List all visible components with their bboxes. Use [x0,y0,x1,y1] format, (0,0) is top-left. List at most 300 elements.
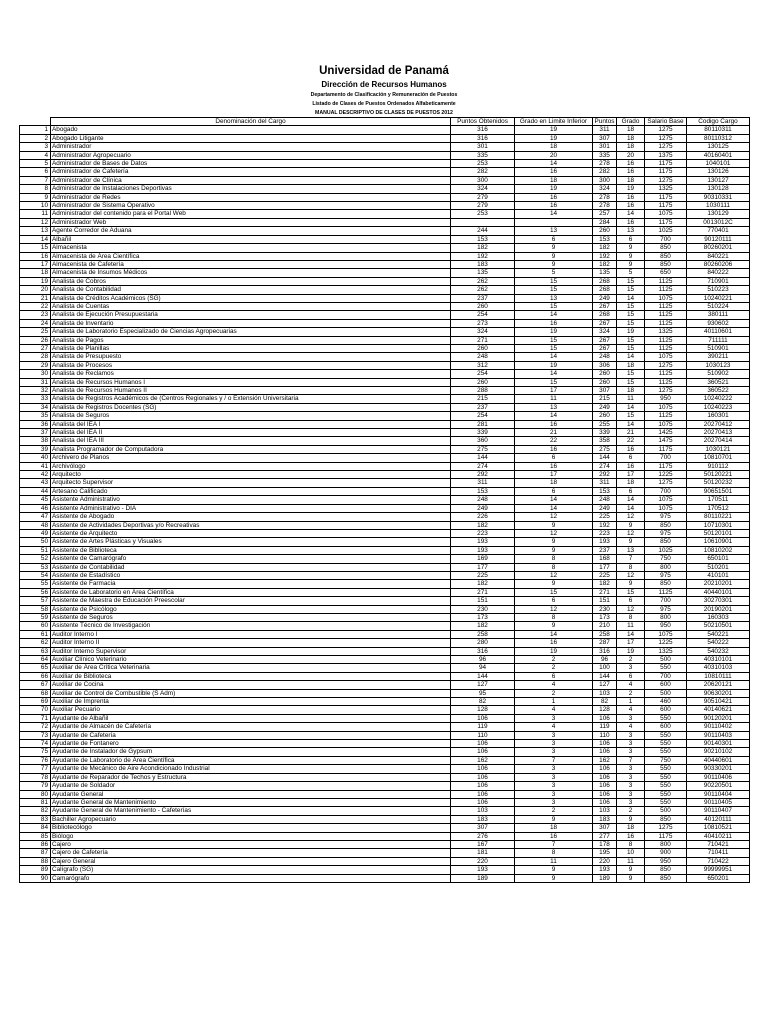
row-number: 4 [20,151,51,159]
grade: 9 [617,521,645,529]
grade: 3 [617,765,645,773]
points-obtained: 189 [451,874,515,882]
grade: 15 [617,412,645,420]
row-number: 36 [20,420,51,428]
row-number: 75 [20,748,51,756]
base-salary: 550 [645,782,687,790]
grade-lower-limit: 6 [515,597,593,605]
base-salary: 1175 [645,832,687,840]
row-number: 37 [20,429,51,437]
points-obtained: 135 [451,269,515,277]
position-name: Analista de Presupuesto [51,353,451,361]
position-name: Calígrafo (SG) [51,866,451,874]
grade: 7 [617,756,645,764]
base-salary: 1275 [645,361,687,369]
points-obtained: 307 [451,824,515,832]
position-code: 90120201 [687,714,750,722]
grade: 15 [617,588,645,596]
table-row [20,370,750,378]
table-row [20,529,750,537]
grade: 6 [617,454,645,462]
grade-lower-limit: 3 [515,714,593,722]
table-row [20,857,750,865]
points: 182 [593,260,617,268]
grade-lower-limit: 2 [515,689,593,697]
points: 103 [593,807,617,815]
position-code: 170511 [687,496,750,504]
grade-lower-limit: 15 [515,302,593,310]
base-salary: 1275 [645,824,687,832]
table-row [20,639,750,647]
grade: 14 [617,403,645,411]
points-obtained: 253 [451,160,515,168]
position-name: Auxiliar de Cocina [51,681,451,689]
position-name: Asistente de Actividades Deportivas y/o Recreativas [51,521,451,529]
points-obtained: 249 [451,504,515,512]
base-salary: 1025 [645,546,687,554]
base-salary: 1275 [645,387,687,395]
base-salary: 975 [645,605,687,613]
position-name: Analista de Pagos [51,336,451,344]
table-row [20,403,750,411]
base-salary: 1125 [645,277,687,285]
grade-lower-limit: 3 [515,740,593,748]
position-name: Asistente de Abogado [51,513,451,521]
grade-lower-limit: 8 [515,613,593,621]
points: 274 [593,462,617,470]
points-obtained: 271 [451,588,515,596]
grade-lower-limit: 14 [515,630,593,638]
points-obtained: 275 [451,445,515,453]
points-obtained: 260 [451,344,515,352]
row-number: 25 [20,328,51,336]
position-code: 160301 [687,412,750,420]
grade-lower-limit: 16 [515,832,593,840]
table-row [20,193,750,201]
grade: 18 [617,143,645,151]
table-row [20,252,750,260]
grade: 16 [617,445,645,453]
points-obtained: 106 [451,782,515,790]
position-name: Albañil [51,235,451,243]
grade: 9 [617,244,645,252]
row-number: 31 [20,378,51,386]
grade-lower-limit: 9 [515,622,593,630]
position-name: Arquitecto Supervisor [51,479,451,487]
document-header [0,64,768,118]
points-obtained: 339 [451,429,515,437]
table-header-row [20,118,750,126]
position-name: Ayudante General de Mantenimiento - Cafeterías [51,807,451,815]
grade: 3 [617,790,645,798]
row-number: 10 [20,202,51,210]
points: 311 [593,126,617,134]
points: 277 [593,832,617,840]
table-row [20,832,750,840]
points: 260 [593,412,617,420]
position-name: Abogado [51,126,451,134]
base-salary: 850 [645,580,687,588]
grade: 15 [617,277,645,285]
points-obtained: 173 [451,613,515,621]
row-number: 84 [20,824,51,832]
points: 306 [593,361,617,369]
table-row [20,227,750,235]
position-name: Asistente de Psicólogo [51,605,451,613]
points-obtained: 96 [451,656,515,664]
position-name: Analista Programador de Computadora [51,445,451,453]
position-code: 930602 [687,319,750,327]
table-row [20,269,750,277]
row-number: 50 [20,538,51,546]
position-code: 50120221 [687,471,750,479]
table-row [20,496,750,504]
grade-lower-limit [515,218,593,226]
points-obtained: 316 [451,126,515,134]
position-name: Asistente de Maestra de Educación Preescolar [51,597,451,605]
position-name: Administrador de Instalaciones Deportivas [51,185,451,193]
position-code: 90330201 [687,765,750,773]
grade-lower-limit: 14 [515,210,593,218]
position-name: Asistente de Artes Plásticas y Visuales [51,538,451,546]
base-salary: 1325 [645,185,687,193]
position-name: Cajero General [51,857,451,865]
grade-lower-limit: 2 [515,807,593,815]
position-code: 10810701 [687,454,750,462]
position-code: 90140301 [687,740,750,748]
points-obtained: 106 [451,790,515,798]
row-number: 90 [20,874,51,882]
points-obtained: 237 [451,403,515,411]
grade: 18 [617,361,645,369]
position-code: 10710301 [687,521,750,529]
position-code: 1030123 [687,361,750,369]
points-obtained: 254 [451,311,515,319]
points: 119 [593,723,617,731]
row-number: 35 [20,412,51,420]
grade: 15 [617,319,645,327]
position-name: Analista de Recursos Humanos II [51,387,451,395]
position-code: 1030111 [687,202,750,210]
manual-title: MANUAL DESCRIPTIVO DE CLASES DE PUESTOS 2012 [315,110,453,116]
column-header: Grado en Limite Inferior [515,118,593,126]
grade: 8 [617,613,645,621]
table-row [20,782,750,790]
base-salary: 550 [645,740,687,748]
base-salary: 700 [645,597,687,605]
grade-lower-limit: 16 [515,168,593,176]
base-salary: 850 [645,538,687,546]
points-obtained: 316 [451,647,515,655]
table-row [20,445,750,453]
position-code: 510201 [687,563,750,571]
points: 339 [593,429,617,437]
position-name: Analista de Registros Docentes (SG) [51,403,451,411]
position-code: 0013012C [687,218,750,226]
points: 106 [593,782,617,790]
grade-lower-limit: 15 [515,344,593,352]
table-row [20,807,750,815]
points-obtained: 94 [451,664,515,672]
points: 311 [593,479,617,487]
table-row [20,302,750,310]
base-salary: 1125 [645,370,687,378]
points-obtained: 144 [451,672,515,680]
points: 106 [593,765,617,773]
table-row [20,504,750,512]
points-obtained: 254 [451,412,515,420]
position-name: Ayudante de Albañil [51,714,451,722]
base-salary: 800 [645,613,687,621]
position-code: 20270413 [687,429,750,437]
grade: 15 [617,344,645,352]
position-code: 40120111 [687,815,750,823]
base-salary: 1125 [645,319,687,327]
points: 301 [593,143,617,151]
row-number: 12 [20,218,51,226]
points: 248 [593,496,617,504]
grade: 19 [617,328,645,336]
base-salary: 950 [645,857,687,865]
position-name: Agente Corredor de Aduana [51,227,451,235]
row-number: 73 [20,731,51,739]
grade-lower-limit: 9 [515,521,593,529]
position-code: 50120101 [687,529,750,537]
base-salary: 550 [645,765,687,773]
grade: 3 [617,740,645,748]
points: 260 [593,227,617,235]
table-row [20,546,750,554]
row-number: 74 [20,740,51,748]
points-obtained: 169 [451,555,515,563]
points: 127 [593,681,617,689]
points: 268 [593,286,617,294]
points: 287 [593,639,617,647]
position-name: Asistente de Seguros [51,613,451,621]
table-row [20,387,750,395]
grade: 14 [617,353,645,361]
position-name: Analista de Registros Académicos de (Centros Regionales y / o Extensión Universitaria [51,395,451,403]
grade: 15 [617,311,645,319]
points: 307 [593,387,617,395]
grade-lower-limit: 14 [515,370,593,378]
grade: 5 [617,269,645,277]
points: 82 [593,698,617,706]
position-code: 10610901 [687,538,750,546]
position-code: 90110404 [687,790,750,798]
base-salary: 1075 [645,403,687,411]
points: 230 [593,605,617,613]
position-name: Asistente de Estadístico [51,571,451,579]
table-row [20,294,750,302]
points-obtained: 215 [451,395,515,403]
row-number: 65 [20,664,51,672]
position-code: 510901 [687,344,750,352]
position-code: 90110405 [687,798,750,806]
position-code: 90310331 [687,193,750,201]
table-row [20,706,750,714]
row-number: 88 [20,857,51,865]
row-number: 86 [20,840,51,848]
grade: 3 [617,714,645,722]
base-salary: 500 [645,807,687,815]
position-name: Analista de Inventario [51,319,451,327]
grade-lower-limit: 14 [515,160,593,168]
points: 324 [593,328,617,336]
points-obtained: 103 [451,807,515,815]
points: 96 [593,656,617,664]
position-name: Administrador Agropecuario [51,151,451,159]
position-code: 130127 [687,176,750,184]
grade-lower-limit: 3 [515,798,593,806]
base-salary: 550 [645,664,687,672]
grade: 14 [617,420,645,428]
grade-lower-limit: 14 [515,496,593,504]
base-salary: 1175 [645,160,687,168]
row-number: 54 [20,571,51,579]
position-name: Cajero de Cafetería [51,849,451,857]
grade-lower-limit: 8 [515,849,593,857]
row-number: 89 [20,866,51,874]
points: 257 [593,210,617,218]
grade: 14 [617,504,645,512]
position-code: 20190201 [687,605,750,613]
position-code: 20210201 [687,580,750,588]
grade: 15 [617,336,645,344]
grade-lower-limit: 19 [515,361,593,369]
row-number: 2 [20,134,51,142]
points: 100 [593,664,617,672]
grade: 11 [617,395,645,403]
table-row [20,487,750,495]
points: 192 [593,521,617,529]
points: 275 [593,445,617,453]
position-name: Analista de Ejecución Presupuestaria [51,311,451,319]
grade-lower-limit: 2 [515,656,593,664]
points-obtained: 276 [451,832,515,840]
table-row [20,672,750,680]
position-code: 30270301 [687,597,750,605]
position-name: Almacenista de Cafetería [51,260,451,268]
points-obtained: 253 [451,210,515,218]
grade: 21 [617,429,645,437]
base-salary: 500 [645,689,687,697]
grade-lower-limit: 15 [515,336,593,344]
grade-lower-limit: 12 [515,605,593,613]
points-obtained: 183 [451,815,515,823]
grade: 18 [617,176,645,184]
points: 225 [593,571,617,579]
base-salary: 550 [645,714,687,722]
points: 271 [593,588,617,596]
index-header [20,118,51,126]
position-code: 80110311 [687,126,750,134]
direction-title: Dirección de Recursos Humanos [321,80,447,89]
grade-lower-limit: 20 [515,151,593,159]
points-obtained: 300 [451,176,515,184]
points: 278 [593,160,617,168]
points-obtained: 230 [451,605,515,613]
base-salary: 800 [645,563,687,571]
table-row [20,311,750,319]
grade-lower-limit: 7 [515,756,593,764]
points-obtained: 254 [451,370,515,378]
points: 215 [593,395,617,403]
table-row [20,151,750,159]
base-salary: 600 [645,706,687,714]
position-code: 99999951 [687,866,750,874]
points-obtained: 262 [451,286,515,294]
position-code: 40110601 [687,328,750,336]
position-code: 840221 [687,252,750,260]
points-obtained: 144 [451,454,515,462]
points-obtained: 225 [451,571,515,579]
points: 144 [593,672,617,680]
grade-lower-limit: 2 [515,664,593,672]
base-salary: 1125 [645,344,687,352]
grade-lower-limit: 13 [515,403,593,411]
table-row [20,429,750,437]
row-number: 48 [20,521,51,529]
row-number: 60 [20,622,51,630]
row-number: 16 [20,252,51,260]
grade-lower-limit: 14 [515,311,593,319]
table-row [20,454,750,462]
position-name: Auditor Interno I [51,630,451,638]
table-row [20,513,750,521]
table-row [20,630,750,638]
grade-lower-limit: 3 [515,773,593,781]
base-salary: 1125 [645,302,687,310]
row-number: 79 [20,782,51,790]
grade-lower-limit: 6 [515,235,593,243]
grade-lower-limit: 19 [515,647,593,655]
row-number: 66 [20,672,51,680]
grade: 14 [617,210,645,218]
row-number: 39 [20,445,51,453]
row-number: 5 [20,160,51,168]
row-number: 19 [20,277,51,285]
grade-lower-limit: 13 [515,227,593,235]
row-number: 15 [20,244,51,252]
position-code: 50120232 [687,479,750,487]
row-number: 28 [20,353,51,361]
row-number: 23 [20,311,51,319]
position-name: Artesano Calificado [51,487,451,495]
table-row [20,748,750,756]
row-number: 71 [20,714,51,722]
grade-lower-limit: 9 [515,244,593,252]
position-code: 90510421 [687,698,750,706]
points: 110 [593,731,617,739]
points: 192 [593,252,617,260]
grade-lower-limit: 4 [515,723,593,731]
points: 106 [593,714,617,722]
points-obtained: 127 [451,681,515,689]
base-salary: 1225 [645,471,687,479]
table-row [20,260,750,268]
position-name: Abogado Litigante [51,134,451,142]
department-title: Departamento de Clasificación y Remuneración de Puestos [310,92,458,98]
table-row [20,798,750,806]
position-name: Administrador de Clínica [51,176,451,184]
position-name: Bibliotecólogo [51,824,451,832]
points-obtained: 95 [451,689,515,697]
table-row [20,613,750,621]
row-number: 51 [20,546,51,554]
points: 106 [593,748,617,756]
position-code: 130126 [687,168,750,176]
